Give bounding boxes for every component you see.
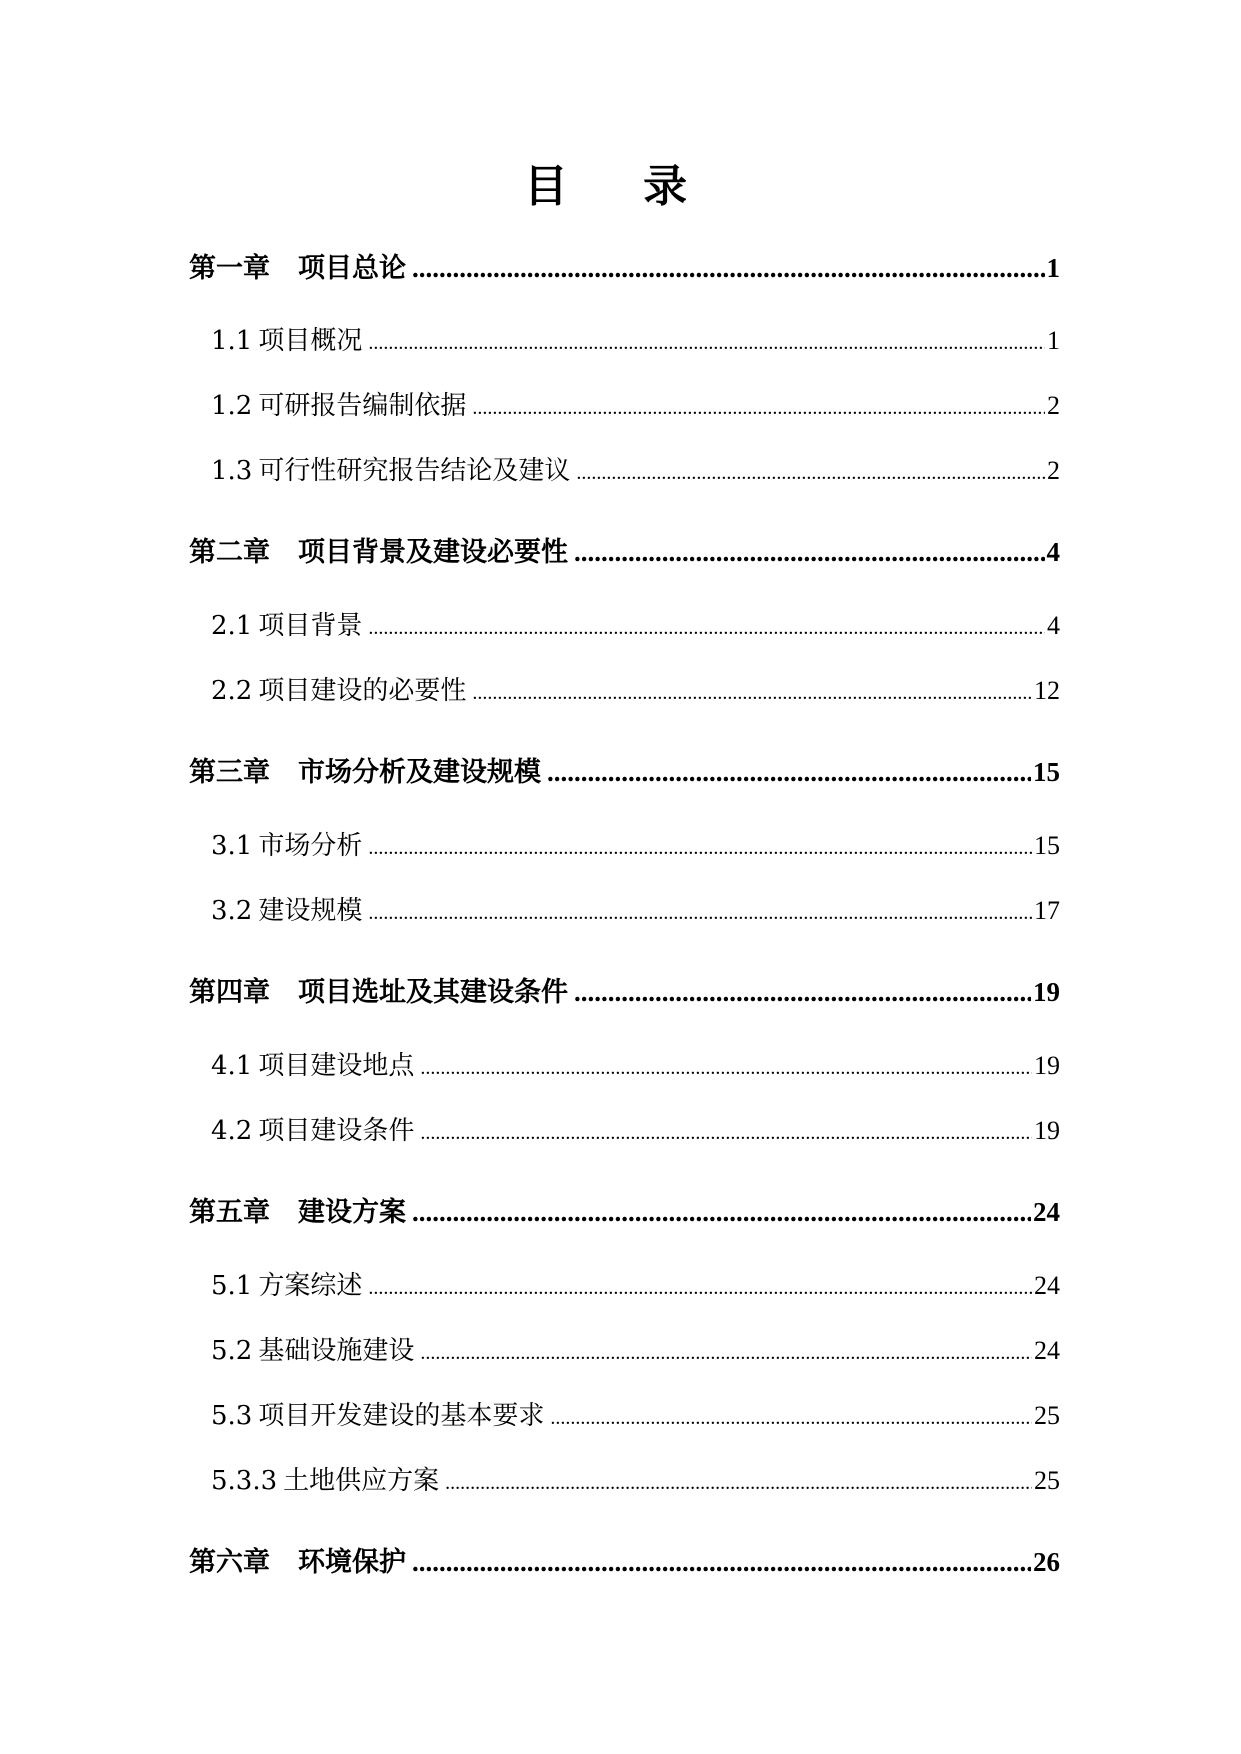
toc-entry-page: 15 (1033, 757, 1060, 787)
toc-entry-text: 项目总论 (298, 253, 406, 284)
toc-entry-page: 24 (1033, 1197, 1060, 1227)
toc-entry-text: 项目开发建设的基本要求 (258, 1401, 545, 1431)
toc-entry-section-4-2[interactable] (211, 1110, 1060, 1147)
toc-leader-dots (574, 537, 1045, 568)
toc-leader-dots (368, 332, 1045, 355)
toc-entry-section-5-1[interactable] (211, 1265, 1060, 1302)
toc-entry-page: 4 (1047, 611, 1060, 640)
toc-leader-dots (420, 1057, 1032, 1080)
toc-entry-page: 19 (1034, 1116, 1060, 1145)
toc-entry-page: 24 (1034, 1336, 1060, 1365)
toc-entry-page: 25 (1034, 1401, 1060, 1430)
toc-entry-number: 5.3.3 (211, 1466, 278, 1496)
toc-entry-text: 市场分析 (258, 831, 363, 861)
toc-entry-number: 4.1 (211, 1051, 253, 1081)
toc-entry-section-2-2[interactable] (211, 670, 1060, 707)
toc-entry-text: 环境保护 (298, 1547, 406, 1578)
toc-entry-section-5-3[interactable] (211, 1395, 1060, 1432)
toc-entry-section-1-3[interactable] (211, 450, 1060, 487)
toc-leader-dots (412, 1547, 1031, 1578)
toc-leader-dots (368, 617, 1045, 640)
toc-entry-text: 项目建设条件 (258, 1116, 415, 1146)
toc-entry-page: 2 (1047, 391, 1060, 420)
toc-leader-dots (420, 1342, 1032, 1365)
toc-leader-dots (547, 757, 1031, 788)
toc-leader-dots (368, 1277, 1032, 1300)
toc-entry-chapter-3[interactable] (189, 750, 1060, 789)
toc-entry-page: 19 (1033, 977, 1060, 1007)
toc-leader-dots (412, 1197, 1031, 1228)
toc-entry-page: 2 (1047, 456, 1060, 485)
toc-entry-number: 4.2 (211, 1116, 253, 1146)
toc-entry-text: 项目概况 (258, 326, 363, 356)
toc-entry-section-4-1[interactable] (211, 1045, 1060, 1082)
toc-entry-text: 项目背景 (258, 611, 363, 641)
toc-leader-dots (445, 1472, 1032, 1495)
toc-entry-section-1-2[interactable] (211, 385, 1060, 422)
toc-entry-text: 土地供应方案 (283, 1466, 440, 1496)
toc-entry-page: 25 (1034, 1466, 1060, 1495)
toc-entry-page: 17 (1034, 896, 1060, 925)
toc-leader-dots (368, 902, 1032, 925)
toc-entry-text: 建设方案 (298, 1197, 406, 1228)
toc-entry-section-3-2[interactable] (211, 890, 1060, 927)
toc-entry-number: 第三章 (189, 757, 270, 788)
toc-entry-section-3-1[interactable] (211, 825, 1060, 862)
toc-entry-number: 5.1 (211, 1271, 253, 1301)
toc-entry-page: 24 (1034, 1271, 1060, 1300)
toc-entry-text: 项目建设的必要性 (258, 676, 467, 706)
toc-entry-text: 市场分析及建设规模 (298, 757, 541, 788)
toc-entry-page: 1 (1046, 253, 1060, 283)
toc-entry-number: 5.3 (211, 1401, 253, 1431)
toc-entry-chapter-6[interactable] (189, 1540, 1060, 1579)
toc-entry-page: 19 (1034, 1051, 1060, 1080)
toc-leader-dots (472, 397, 1045, 420)
toc-entry-number: 第二章 (189, 537, 270, 568)
toc-entry-number: 2.1 (211, 611, 253, 641)
toc-entry-section-1-1[interactable] (211, 320, 1060, 357)
toc-entry-number: 2.2 (211, 676, 253, 706)
toc-entry-text: 建设规模 (258, 896, 363, 926)
toc-title: 目 录 (523, 161, 718, 212)
toc-entry-text: 项目选址及其建设条件 (298, 977, 568, 1008)
toc-entry-number: 5.2 (211, 1336, 253, 1366)
toc-entry-page: 1 (1047, 326, 1060, 355)
toc-entry-number: 3.1 (211, 831, 253, 861)
toc-entry-number: 1.1 (211, 326, 253, 356)
toc-entry-text: 项目建设地点 (258, 1051, 415, 1081)
toc-entry-number: 第六章 (189, 1547, 270, 1578)
toc-entry-chapter-2[interactable] (189, 530, 1060, 569)
toc-entry-chapter-4[interactable] (189, 970, 1060, 1009)
toc-leader-dots (420, 1122, 1032, 1145)
toc-entry-section-5-3-3[interactable] (211, 1460, 1060, 1497)
toc-leader-dots (472, 682, 1032, 705)
toc-entry-number: 第一章 (189, 253, 270, 284)
toc-entry-number: 1.2 (211, 391, 253, 421)
toc-entry-page: 4 (1046, 537, 1060, 567)
toc-entry-text: 可研报告编制依据 (258, 391, 467, 421)
toc-entry-number: 第五章 (189, 1197, 270, 1228)
toc-entry-text: 基础设施建设 (258, 1336, 415, 1366)
toc-entry-text: 项目背景及建设必要性 (298, 537, 568, 568)
toc-entry-text: 可行性研究报告结论及建议 (258, 456, 571, 486)
toc-leader-dots (550, 1407, 1032, 1430)
toc-entry-section-5-2[interactable] (211, 1330, 1060, 1367)
toc-entry-text: 方案综述 (258, 1271, 363, 1301)
toc-entry-section-2-1[interactable] (211, 605, 1060, 642)
toc-leader-dots (412, 253, 1045, 284)
toc-entry-number: 第四章 (189, 977, 270, 1008)
toc-leader-dots (574, 977, 1031, 1008)
toc-entry-chapter-5[interactable] (189, 1190, 1060, 1229)
toc-entry-number: 1.3 (211, 456, 253, 486)
toc-entry-page: 12 (1034, 676, 1060, 705)
toc-leader-dots (368, 837, 1032, 860)
toc-entry-page: 15 (1034, 831, 1060, 860)
toc-entry-chapter-1[interactable] (189, 246, 1060, 285)
toc-leader-dots (576, 462, 1045, 485)
toc-entry-page: 26 (1033, 1547, 1060, 1577)
toc-entry-number: 3.2 (211, 896, 253, 926)
